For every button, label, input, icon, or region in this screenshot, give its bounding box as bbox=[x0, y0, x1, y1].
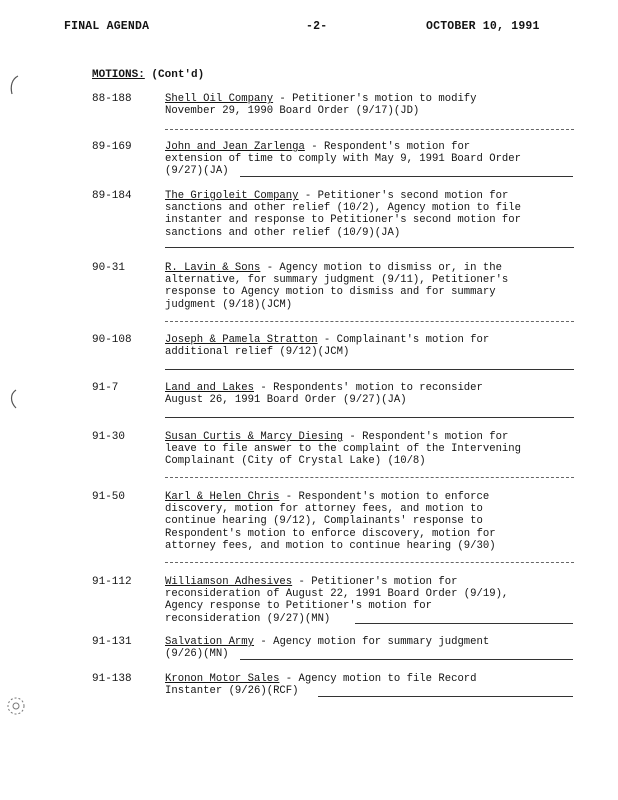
signature-line bbox=[240, 659, 573, 660]
case-name: Salvation Army bbox=[165, 636, 255, 648]
case-name: John and Jean Zarlenga bbox=[165, 141, 305, 153]
docket-number: 89-169 bbox=[92, 141, 132, 153]
entry-text: - Petitioner's second motion for sanctions and other relief (10/2), Agency motion to file instanter and response to Petitioner's second motion for sanctions and other relief (10/9)(JA) bbox=[165, 190, 522, 239]
entry-text: - Respondent's motion for extension of time to comply with May 9, 1991 Board Order (9/27)(JA) bbox=[165, 141, 522, 178]
header-title: FINAL AGENDA bbox=[64, 20, 150, 33]
docket-number: 89-184 bbox=[92, 190, 132, 202]
section-heading bbox=[92, 69, 204, 81]
entry-description bbox=[165, 190, 575, 239]
case-name: The Grigoleit Company bbox=[165, 190, 299, 202]
docket-number: 90-108 bbox=[92, 334, 132, 346]
entry-description bbox=[165, 262, 575, 311]
entry-text: - Agency motion to file Record Instanter (9/26)(RCF) bbox=[165, 673, 477, 698]
entry-description bbox=[165, 382, 575, 406]
entry-description bbox=[165, 491, 575, 552]
signature-line bbox=[165, 417, 574, 418]
entry-text: - Respondents' motion to reconsider August 26, 1991 Board Order (9/27)(JA) bbox=[165, 382, 483, 407]
entry-text: - Petitioner's motion for reconsideration of August 22, 1991 Board Order (9/19), Agency response to Petitioner's motion for reconsideration (9/27)(MN) bbox=[165, 576, 509, 625]
case-name: Kronon Motor Sales bbox=[165, 673, 280, 685]
docket-number: 90-31 bbox=[92, 262, 126, 274]
signature-line bbox=[165, 129, 574, 130]
hole-punch-mark bbox=[4, 694, 30, 718]
entry-text: - Agency motion to dismiss or, in the alternative, for summary judgment (9/11), Petitioner's response to Agency motion to dismiss and for summary judgment (9/18)(JCM) bbox=[165, 262, 509, 311]
signature-line bbox=[165, 477, 574, 478]
entry-text: - Respondent's motion for leave to file answer to the complaint of the Intervening Complainant (City of Crystal Lake) (10/8) bbox=[165, 431, 522, 468]
scan-mark bbox=[6, 74, 22, 98]
signature-line bbox=[318, 696, 573, 697]
signature-line bbox=[355, 623, 573, 624]
signature-line bbox=[240, 176, 573, 177]
signature-line bbox=[165, 369, 574, 370]
entry-text: - Petitioner's motion to modify November 29, 1990 Board Order (9/17)(JD) bbox=[165, 93, 477, 118]
entry-description bbox=[165, 636, 575, 660]
entry-description bbox=[165, 431, 575, 468]
signature-line bbox=[165, 247, 574, 248]
entry-description bbox=[165, 141, 575, 178]
entry-text: - Respondent's motion to enforce discovery, motion for attorney fees, and motion to continue hearing (9/12), Complainants' response to Respondent's motion to enforce discovery, motion for attorney fees, and motion to continue hearing (9/30) bbox=[165, 491, 496, 552]
section-suffix: (Cont'd) bbox=[151, 69, 205, 81]
entry-description bbox=[165, 93, 575, 117]
entry-text: - Complainant's motion for additional relief (9/12)(JCM) bbox=[165, 334, 490, 359]
case-name: Shell Oil Company bbox=[165, 93, 274, 105]
page-number: -2- bbox=[306, 20, 328, 33]
case-name: R. Lavin & Sons bbox=[165, 262, 261, 274]
docket-number: 88-188 bbox=[92, 93, 132, 105]
docket-number: 91-138 bbox=[92, 673, 132, 685]
header-date: OCTOBER 10, 1991 bbox=[426, 20, 540, 33]
section-label: MOTIONS: bbox=[92, 69, 145, 81]
docket-number: 91-30 bbox=[92, 431, 126, 443]
entry-description bbox=[165, 576, 575, 625]
signature-line bbox=[165, 562, 574, 563]
case-name: Joseph & Pamela Stratton bbox=[165, 334, 318, 346]
entry-description bbox=[165, 334, 575, 358]
entry-text: - Agency motion for summary judgment (9/26)(MN) bbox=[165, 636, 490, 661]
docket-number: 91-112 bbox=[92, 576, 132, 588]
entry-description bbox=[165, 673, 575, 697]
case-name: Susan Curtis & Marcy Diesing bbox=[165, 431, 344, 443]
case-name: Karl & Helen Chris bbox=[165, 491, 280, 503]
docket-number: 91-131 bbox=[92, 636, 132, 648]
case-name: Land and Lakes bbox=[165, 382, 255, 394]
docket-number: 91-7 bbox=[92, 382, 119, 394]
signature-line bbox=[165, 321, 574, 322]
case-name: Williamson Adhesives bbox=[165, 576, 293, 588]
scan-mark bbox=[6, 388, 20, 410]
docket-number: 91-50 bbox=[92, 491, 126, 503]
